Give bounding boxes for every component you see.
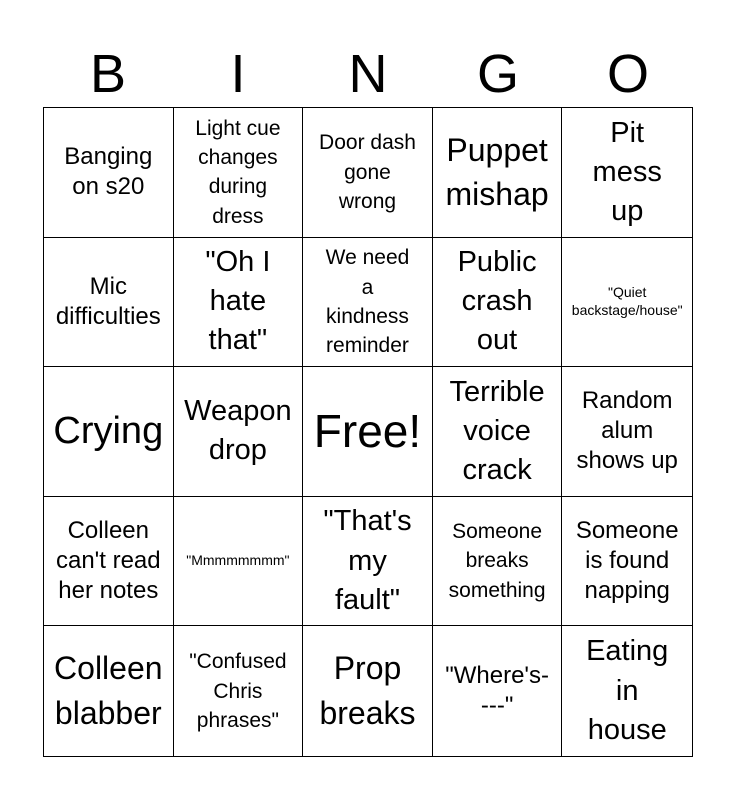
- bingo-cell[interactable]: [433, 238, 563, 368]
- cell-text: Eating in house: [586, 635, 669, 746]
- bingo-cell[interactable]: [44, 626, 174, 756]
- bingo-cell[interactable]: [174, 626, 304, 756]
- bingo-cell[interactable]: [562, 626, 692, 756]
- bingo-cell[interactable]: [303, 497, 433, 627]
- cell-text: Colleen blabber: [54, 650, 163, 732]
- free-space-text: Free!: [313, 405, 422, 458]
- cell-text: Door dash gone wrong: [319, 131, 416, 213]
- bingo-cell[interactable]: [433, 626, 563, 756]
- cell-text: "Mmmmmmmm": [186, 552, 290, 569]
- cell-text: "Oh I hate that": [205, 246, 271, 357]
- bingo-cell[interactable]: [44, 108, 174, 238]
- cell-text: Light cue changes during dress: [195, 116, 281, 228]
- bingo-cell[interactable]: [433, 108, 563, 238]
- cell-text: "Where's- ---": [445, 662, 549, 720]
- bingo-cell[interactable]: [433, 367, 563, 497]
- bingo-cell[interactable]: [303, 626, 433, 756]
- header-letter-b: B: [89, 44, 127, 104]
- cell-text: Puppet mishap: [445, 131, 549, 213]
- cell-text: We need a kindness reminder: [325, 246, 410, 358]
- cell-text: Someone breaks something: [448, 520, 546, 602]
- bingo-cell[interactable]: [562, 108, 692, 238]
- bingo-board: [43, 107, 693, 757]
- cell-text: Terrible voice crack: [449, 375, 545, 487]
- bingo-cell[interactable]: [174, 497, 304, 627]
- cell-text: Pit mess up: [592, 116, 662, 227]
- cell-text: Prop breaks: [319, 650, 416, 732]
- bingo-cell[interactable]: [44, 238, 174, 368]
- header-letter-o: O: [606, 44, 649, 104]
- bingo-cell[interactable]: [174, 108, 304, 238]
- bingo-cell[interactable]: [303, 108, 433, 238]
- cell-text: "That's my fault": [323, 505, 412, 616]
- bingo-cell[interactable]: [562, 367, 692, 497]
- cell-text: Public crash out: [457, 246, 537, 357]
- bingo-header: [43, 40, 693, 108]
- bingo-cell[interactable]: [562, 238, 692, 368]
- cell-text: Weapon drop: [184, 395, 292, 467]
- bingo-free-cell[interactable]: [303, 367, 433, 497]
- cell-text: Colleen can't read her notes: [55, 517, 161, 605]
- bingo-cell[interactable]: [433, 497, 563, 627]
- cell-text: "Confused Chris phrases": [189, 650, 287, 732]
- bingo-cell[interactable]: [174, 238, 304, 368]
- bingo-cell[interactable]: [303, 238, 433, 368]
- header-letter-i: I: [230, 44, 246, 104]
- cell-text: Crying: [53, 409, 164, 452]
- bingo-cell[interactable]: [562, 497, 692, 627]
- cell-text: Someone is found napping: [575, 517, 679, 605]
- bingo-cell[interactable]: [44, 497, 174, 627]
- header-letter-g: G: [476, 44, 519, 104]
- bingo-cell[interactable]: [174, 367, 304, 497]
- cell-text: "Quiet backstage/house": [571, 284, 683, 318]
- cell-text: Random alum shows up: [576, 387, 678, 475]
- cell-text: Mic difficulties: [55, 272, 161, 330]
- header-letter-n: N: [348, 44, 388, 104]
- bingo-cell[interactable]: [44, 367, 174, 497]
- cell-text: Banging on s20: [64, 143, 153, 201]
